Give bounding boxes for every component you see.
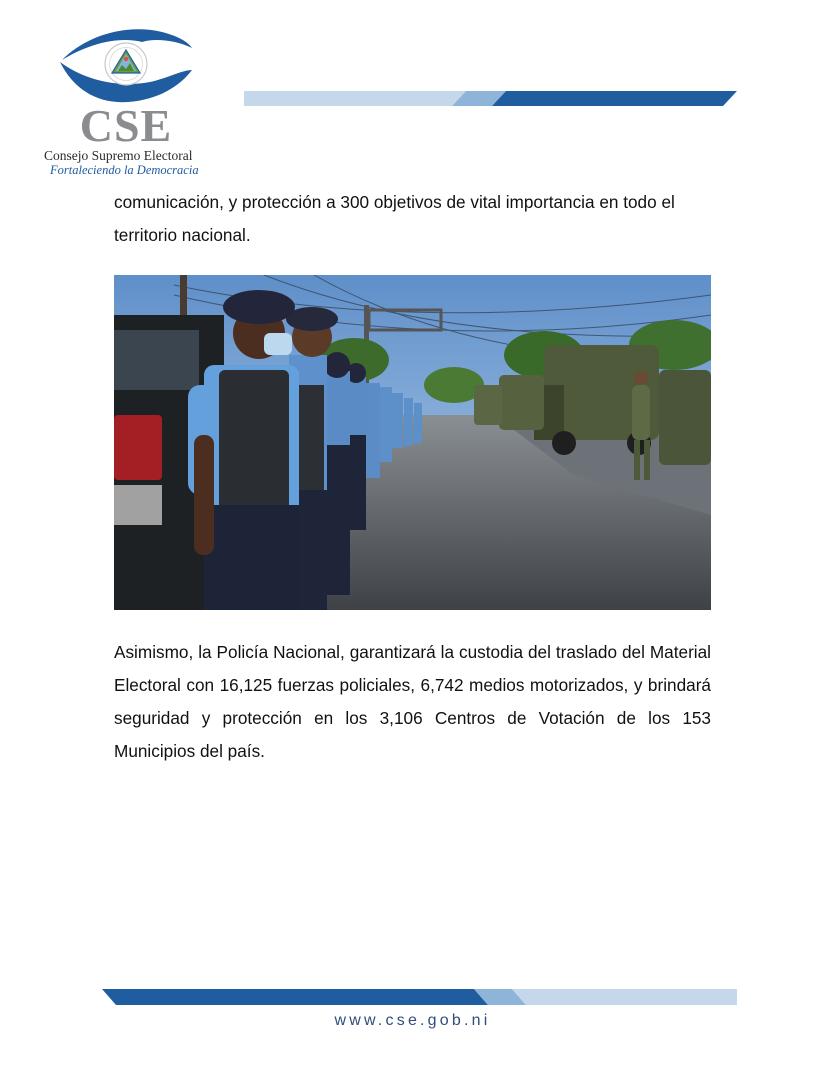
paragraph-2: Asimismo, la Policía Nacional, garantizará la custodia del traslado del Material Electoral con 16,125 fuerzas policiales, 6,742 medios motorizados, y brindará seguridad y protección en los 3,106 Centros de Votación de los 153 Municipios del país. [114,642,711,761]
cse-emblem-icon [58,26,194,106]
cse-logo [42,26,217,181]
police-formation-photo [114,275,711,610]
footer-url[interactable]: www.cse.gob.ni [334,1012,491,1029]
logo-name: Consejo Supremo Electoral [44,148,193,163]
footer-band [102,989,737,1005]
header-band [244,91,737,106]
logo-slogan: Fortaleciendo la Democracia [50,163,199,177]
paragraph-1: comunicación, y protección a 300 objetivos de vital importancia en todo el territorio nacional. [114,192,675,245]
photo-illustration [114,275,711,610]
logo-acronym: CSE [79,100,173,151]
